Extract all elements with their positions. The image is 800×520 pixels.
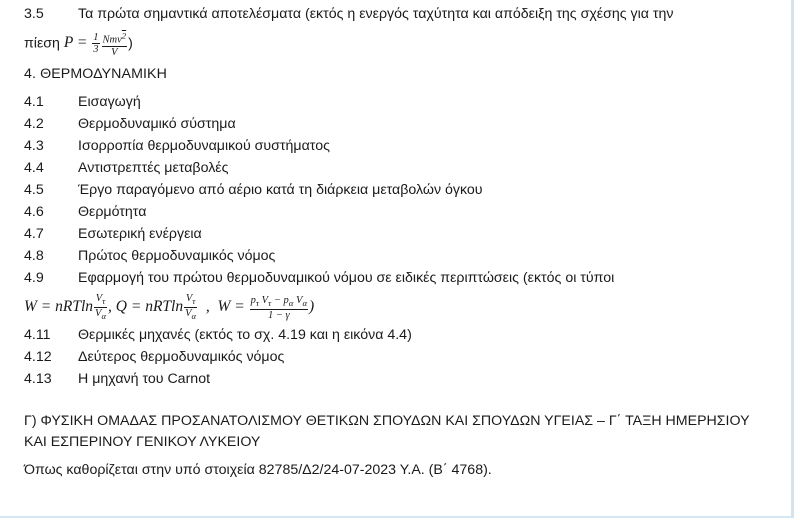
item-number: 3.5: [24, 6, 44, 22]
item-3-5-continuation: [24, 30, 133, 58]
subscript: τ: [102, 296, 106, 307]
fraction-adiabatic: [250, 295, 308, 321]
item-number: 4.5: [24, 182, 44, 198]
item-4-5: [24, 182, 483, 198]
symbol-v: V: [185, 308, 192, 320]
subscript: α: [288, 297, 294, 308]
item-label: Θερμοδυναμικό σύστημα: [78, 116, 236, 132]
fraction-numerator: [102, 30, 128, 47]
item-4-12: [24, 349, 284, 365]
fraction-denominator: 1 − γ: [267, 309, 290, 321]
item-number: 4.9: [24, 270, 44, 286]
continuation-text: πίεση: [24, 35, 64, 52]
item-number: 4.13: [24, 371, 52, 387]
fraction-v-ratio-2: [184, 293, 197, 322]
fraction-nmv2-v: [102, 30, 128, 58]
item-4-6: [24, 204, 146, 220]
item-number: 4.11: [24, 327, 51, 343]
closing-reference: Όπως καθορίζεται στην υπό στοιχεία 82785/Δ2/24-07-2023 Υ.Α. (Β΄ 4768).: [24, 462, 492, 478]
fraction-numerator: [250, 295, 308, 310]
section-g-heading-line2: ΚΑΙ ΕΣΠΕΡΙΝΟΥ ΓΕΝΙΚΟΥ ΛΥΚΕΙΟΥ: [24, 434, 261, 450]
closing-paren: ): [309, 298, 315, 316]
item-label: Θερμικές μηχανές (εκτός το σχ. 4.19 και η εικόνα 4.4): [78, 327, 412, 343]
fraction-numerator: [94, 293, 107, 308]
item-4-7: [24, 226, 202, 242]
item-label: Αντιστρεπτές μεταβολές: [78, 160, 229, 176]
thermo-formulas: [24, 293, 314, 322]
fraction-numerator: [184, 293, 197, 308]
fraction-denominator: V: [111, 46, 118, 58]
v-squared-mean: [121, 30, 127, 46]
section-g-heading-line1: Γ) ΦΥΣΙΚΗ ΟΜΑΔΑΣ ΠΡΟΣΑΝΑΤΟΛΙΣΜΟΥ ΘΕΤΙΚΩΝ ΣΠΟΥΔΩΝ ΚΑΙ ΣΠΟΥΔΩΝ ΥΓΕΙΑΣ – Γ΄ ΤΑΞΗ ΗΜΕΡΗΣΙΟΥ: [24, 413, 750, 429]
symbol-v: V: [185, 293, 193, 304]
item-label: Θερμότητα: [78, 204, 147, 220]
item-number: 4.8: [24, 248, 44, 264]
subscript: α: [101, 311, 107, 322]
item-3-5: [24, 6, 674, 22]
exponent: 2: [121, 30, 127, 40]
item-label: Εφαρμογή του πρώτου θερμοδυναμικού νόμου σε ειδικές περιπτώσεις (εκτός οι τύποι: [78, 270, 615, 286]
subscript: τ: [192, 296, 196, 307]
item-4-4: [24, 160, 228, 176]
symbol-v: V: [293, 294, 303, 306]
item-4-3: [24, 138, 330, 154]
item-4-11: [24, 327, 412, 343]
symbol-p: p: [250, 294, 256, 306]
item-4-9: [24, 270, 614, 286]
item-label: Τα πρώτα σημαντικά αποτελέσματα (εκτός η ενεργός ταχύτητα και απόδειξη της σχέσης για την: [78, 6, 674, 22]
item-label: Δεύτερος θερμοδυναμικός νόμος: [78, 349, 285, 365]
numerator-expr: Nmv: [102, 34, 122, 46]
item-number: 4.12: [24, 349, 52, 365]
item-4-8: [24, 248, 275, 264]
fraction-numerator: 1: [93, 32, 99, 44]
item-label: Εισαγωγή: [78, 94, 141, 110]
fraction-one-third: [92, 32, 99, 55]
item-number: 4.3: [24, 138, 44, 154]
fraction-v-ratio-1: [94, 293, 107, 322]
work-isothermal-lhs: W = nRTln: [24, 298, 94, 316]
item-number: 4.6: [24, 204, 44, 220]
fraction-denominator: [94, 308, 107, 322]
item-label: Ισορροπία θερμοδυναμικού συστήματος: [78, 138, 330, 154]
item-number: 4.4: [24, 160, 44, 176]
pressure-formula: [63, 30, 128, 58]
heat-isothermal-lhs: Q = nRTln: [115, 298, 184, 316]
section-heading: 4. ΘΕΡΜΟΔΥΝΑΜΙΚΗ: [24, 66, 167, 82]
closing-paren: ): [128, 35, 133, 52]
item-number: 4.1: [24, 94, 44, 110]
separator: ,: [198, 298, 218, 316]
subscript: τ: [268, 297, 272, 308]
subscript: τ: [255, 297, 260, 308]
item-number: 4.2: [24, 116, 44, 132]
work-adiabatic-lhs: W =: [217, 298, 249, 316]
item-label: Εσωτερική ενέργεια: [78, 226, 202, 242]
symbol-v: V: [95, 308, 102, 320]
minus-p: − p: [271, 294, 289, 306]
subscript: α: [191, 311, 197, 322]
item-label: Πρώτος θερμοδυναμικός νόμος: [78, 248, 276, 264]
separator: ,: [108, 298, 116, 316]
symbol-v: V: [259, 294, 269, 306]
item-label: Έργο παραγόμενο από αέριο κατά τη διάρκεια μεταβολών όγκου: [78, 182, 483, 198]
item-number: 4.7: [24, 226, 44, 242]
item-label: Η μηχανή του Carnot: [78, 371, 211, 387]
item-4-2: [24, 116, 236, 132]
item-4-1: [24, 94, 141, 110]
fraction-denominator: 3: [93, 44, 99, 56]
fraction-denominator: [184, 308, 197, 322]
item-4-13: [24, 371, 210, 387]
formula-lhs: P =: [63, 34, 92, 52]
subscript: α: [302, 297, 308, 308]
symbol-v: V: [95, 293, 103, 304]
